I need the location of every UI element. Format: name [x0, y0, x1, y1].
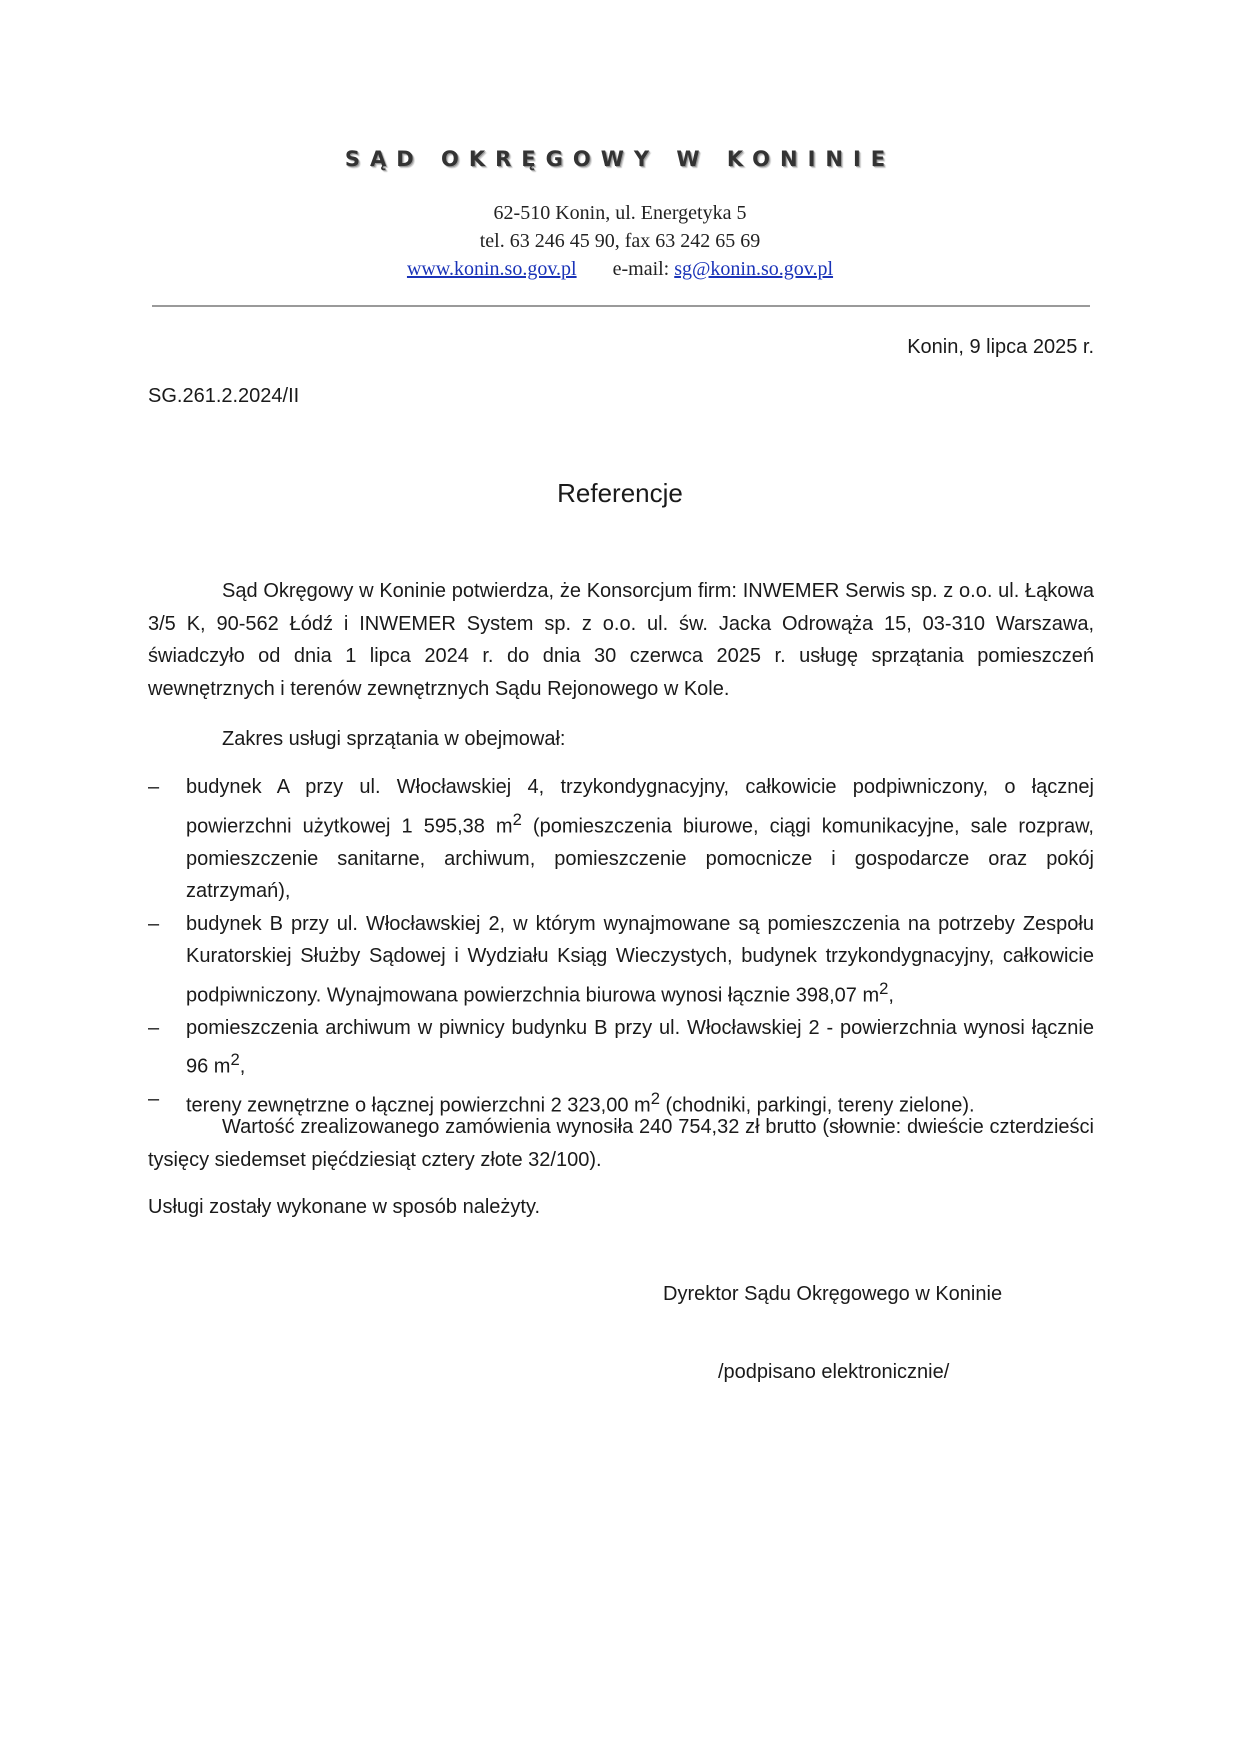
- list-item-text: budynek A przy ul. Włocławskiej 4, trzykondygnacyjny, całkowicie podpiwniczony, o łącznej powierzchni użytkowej 1 595,38 m: [186, 776, 1094, 838]
- court-address: 62-510 Konin, ul. Energetyka 5: [493, 202, 747, 224]
- list-item: [148, 1012, 1094, 1084]
- intro-paragraph: Sąd Okręgowy w Koninie potwierdza, że Konsorcjum firm: INWEMER Serwis sp. z o.o. ul. Łąkowa 3/5 K, 90-562 Łódź i INWEMER System sp. z o.o. ul. św. Jacka Odrowąża 15, 03-310 Warszawa, świadczyło od dnia 1 lipca 2024 r. do dnia 30 czerwca 2025 r. usługę sprzątania pomieszczeń wewnętrznych i terenów zewnętrznych Sądu Rejonowego w Kole.: [148, 580, 1094, 700]
- document-title: Referencje: [557, 478, 683, 508]
- reference-number: SG.261.2.2024/II: [148, 385, 300, 407]
- dash-bullet: –: [148, 912, 160, 935]
- document-date: Konin, 9 lipca 2025 r.: [907, 336, 1094, 358]
- list-item-text-end: ,: [888, 984, 894, 1007]
- list-item-text: budynek B przy ul. Włocławskiej 2, w którym wynajmowane są pomieszczenia na potrzeby Zespołu Kuratorskiej Służby Sądowej i Wydziału Ksiąg Wieczystych, budynek trzykondygnacyjny, całkowicie podpiwniczony. Wynajmowana powierzchnia biurowa wynosi łącznie 398,07 m: [186, 912, 1094, 1007]
- superscript: 2: [879, 978, 889, 998]
- dash-bullet: –: [148, 1088, 160, 1111]
- superscript: 2: [650, 1089, 660, 1109]
- list-item-text-end: ,: [239, 1055, 246, 1078]
- list-item-text: pomieszczenia archiwum w piwnicy budynku B przy ul. Włocławskiej 2 - powierzchnia wynosi łącznie 96 m: [186, 1016, 1094, 1078]
- list-item: [148, 771, 1094, 908]
- list-item-text: tereny zewnętrzne o łącznej powierzchni 2 323,00 m: [186, 1095, 651, 1118]
- dash-bullet: –: [148, 776, 160, 798]
- superscript: 2: [512, 809, 522, 829]
- court-phone-fax: tel. 63 246 45 90, fax 63 242 65 69: [479, 230, 761, 252]
- scope-list: [148, 771, 1094, 1123]
- list-item: [148, 908, 1094, 1012]
- website-link[interactable]: www.konin.so.gov.pl: [406, 258, 577, 280]
- letterhead-divider: [152, 305, 1090, 307]
- conclusion-paragraph: Usługi zostały wykonane w sposób należyty.: [148, 1196, 541, 1218]
- court-name-heading: SĄD OKRĘGOWY W KONINIE: [344, 147, 896, 171]
- list-item-text-end: (chodniki, parkingi, tereny zielone).: [659, 1095, 975, 1118]
- court-contact-line: [0, 257, 1240, 281]
- email-label: e-mail:: [612, 258, 670, 280]
- signer-title: Dyrektor Sądu Okręgowego w Koninie: [663, 1283, 1003, 1305]
- list-item-text-end: (pomieszczenia biurowe, ciągi komunikacyjne, sale rozpraw, pomieszczenie sanitarne, archiwum, pomieszczenie pomocnicze i gospodarcze oraz pokój zatrzymań),: [186, 815, 1094, 903]
- scope-intro-paragraph: Zakres usługi sprzątania w obejmował:: [222, 728, 566, 750]
- email-link[interactable]: sg@konin.so.gov.pl: [674, 258, 834, 280]
- signature-status: /podpisano elektronicznie/: [718, 1361, 950, 1383]
- dash-bullet: –: [148, 1016, 160, 1039]
- superscript: 2: [230, 1050, 240, 1070]
- value-paragraph: Wartość zrealizowanego zamówienia wynosiła 240 754,32 zł brutto (słownie: dwieście czterdzieści tysięcy siedemset pięćdziesiąt cztery złote 32/100).: [148, 1116, 1094, 1171]
